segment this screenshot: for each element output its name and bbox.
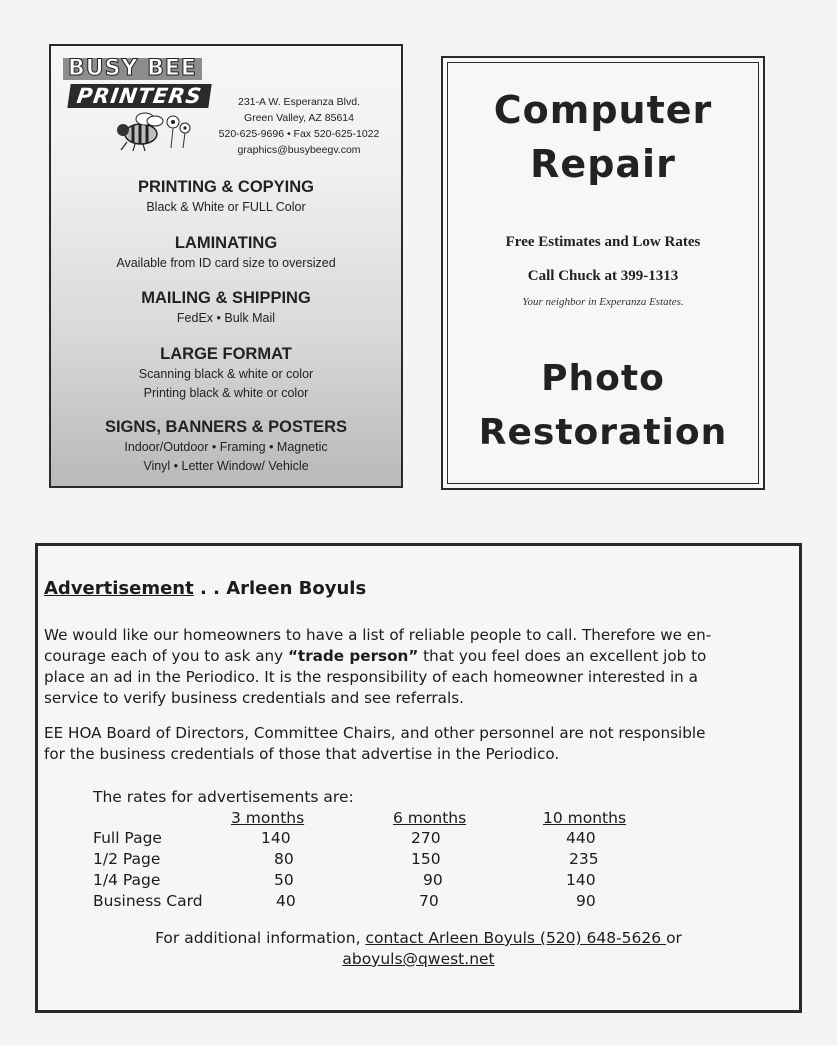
phone-fax-line: 520-625-9696 • Fax 520-625-1022 bbox=[218, 128, 380, 140]
row-label: 1/4 Page bbox=[93, 871, 161, 889]
contact-prefix: For additional information, bbox=[155, 929, 366, 947]
computer-repair-ad bbox=[441, 56, 765, 490]
text-line: for the business credentials of those that advertise in the Periodico. bbox=[44, 745, 560, 763]
contact-link[interactable]: contact Arleen Boyuls (520) 648-5626 bbox=[365, 929, 667, 947]
heading-separator: . . bbox=[193, 578, 227, 599]
trade-person-emphasis: “trade person” bbox=[287, 647, 419, 665]
service-signs bbox=[51, 416, 401, 476]
column-header-6-months bbox=[393, 809, 466, 827]
service-laminating bbox=[51, 232, 401, 273]
service-detail: Vinyl • Letter Window/ Vehicle bbox=[143, 459, 309, 473]
row-label: Full Page bbox=[93, 829, 162, 847]
service-detail: Black & White or FULL Color bbox=[146, 200, 306, 214]
service-printing bbox=[51, 176, 401, 217]
column-header: 6 months bbox=[393, 809, 467, 827]
service-detail: Available from ID card size to oversized bbox=[116, 256, 336, 270]
rate-value: 70 bbox=[419, 892, 439, 910]
email-link[interactable]: aboyuls@qwest.net bbox=[342, 950, 495, 968]
rate-value: 270 bbox=[411, 829, 441, 847]
rate-value: 440 bbox=[566, 829, 596, 847]
email-line: graphics@busybeegv.com bbox=[237, 144, 361, 156]
text-line bbox=[44, 646, 796, 667]
row-label: 1/2 Page bbox=[93, 850, 161, 868]
service-heading: PRINTING & COPYING bbox=[137, 178, 314, 196]
notice-heading bbox=[44, 578, 366, 599]
service-heading: LARGE FORMAT bbox=[160, 345, 292, 363]
service-detail: Scanning black & white or color bbox=[138, 367, 314, 381]
rate-value: 140 bbox=[261, 829, 291, 847]
address-line: 231-A W. Esperanza Blvd. bbox=[238, 96, 360, 108]
free-estimates: Free Estimates and Low Rates bbox=[505, 234, 701, 250]
logo-busy-bee: BUSY BEE bbox=[63, 58, 202, 80]
logo-printers: PRINTERS bbox=[67, 84, 211, 108]
rates-intro: The rates for advertisements are: bbox=[93, 788, 354, 806]
rate-value: 150 bbox=[411, 850, 441, 868]
text-fragment: courage each of you to ask any bbox=[44, 647, 288, 665]
contact-line bbox=[38, 928, 799, 949]
column-header-3-months bbox=[231, 809, 304, 827]
tagline: Your neighbor in Experanza Estates. bbox=[522, 296, 684, 308]
bee-icon bbox=[111, 108, 197, 152]
column-header-10-months bbox=[543, 809, 626, 827]
rate-value: 140 bbox=[566, 871, 596, 889]
contact-info bbox=[38, 928, 799, 970]
service-detail: Indoor/Outdoor • Framing • Magnetic bbox=[124, 440, 328, 454]
title-photo: Photo bbox=[541, 358, 665, 399]
title-repair: Repair bbox=[530, 142, 676, 186]
rate-value: 90 bbox=[423, 871, 443, 889]
service-heading: MAILING & SHIPPING bbox=[141, 289, 311, 307]
service-heading: LAMINATING bbox=[174, 234, 278, 252]
rate-value: 90 bbox=[576, 892, 596, 910]
title-restoration: Restoration bbox=[478, 412, 728, 453]
text-line: place an ad in the Periodico. It is the responsibility of each homeowner interested in a bbox=[44, 668, 698, 686]
call-chuck: Call Chuck at 399-1313 bbox=[527, 268, 679, 284]
text-line: service to verify business credentials and see referrals. bbox=[44, 689, 464, 707]
service-mailing bbox=[51, 287, 401, 328]
text-fragment: that you feel does an excellent job to bbox=[418, 647, 707, 665]
busy-bee-printers-ad bbox=[49, 44, 403, 488]
address-line: Green Valley, AZ 85614 bbox=[244, 112, 354, 124]
title-computer: Computer bbox=[493, 88, 713, 132]
paragraph-intro bbox=[44, 625, 796, 709]
text-line: EE HOA Board of Directors, Committee Chairs, and other personnel are not responsible bbox=[44, 724, 706, 742]
service-heading: SIGNS, BANNERS & POSTERS bbox=[104, 418, 348, 436]
service-large-format bbox=[51, 343, 401, 403]
rate-value: 40 bbox=[276, 892, 296, 910]
column-header: 10 months bbox=[543, 809, 627, 827]
service-detail: Printing black & white or color bbox=[143, 386, 309, 400]
rate-value: 50 bbox=[274, 871, 294, 889]
heading-advertisement: Advertisement bbox=[44, 578, 194, 599]
rate-value: 80 bbox=[274, 850, 294, 868]
contact-or: or bbox=[666, 929, 682, 947]
text-line: We would like our homeowners to have a list of reliable people to call. Therefore we en- bbox=[44, 626, 712, 644]
advertisement-notice bbox=[35, 543, 802, 1013]
row-label: Business Card bbox=[93, 892, 203, 910]
rate-value: 235 bbox=[569, 850, 599, 868]
service-detail: FedEx • Bulk Mail bbox=[176, 311, 276, 325]
column-header: 3 months bbox=[231, 809, 305, 827]
busy-bee-address bbox=[199, 94, 399, 158]
heading-author: Arleen Boyuls bbox=[226, 578, 367, 599]
paragraph-disclaimer bbox=[44, 723, 796, 765]
